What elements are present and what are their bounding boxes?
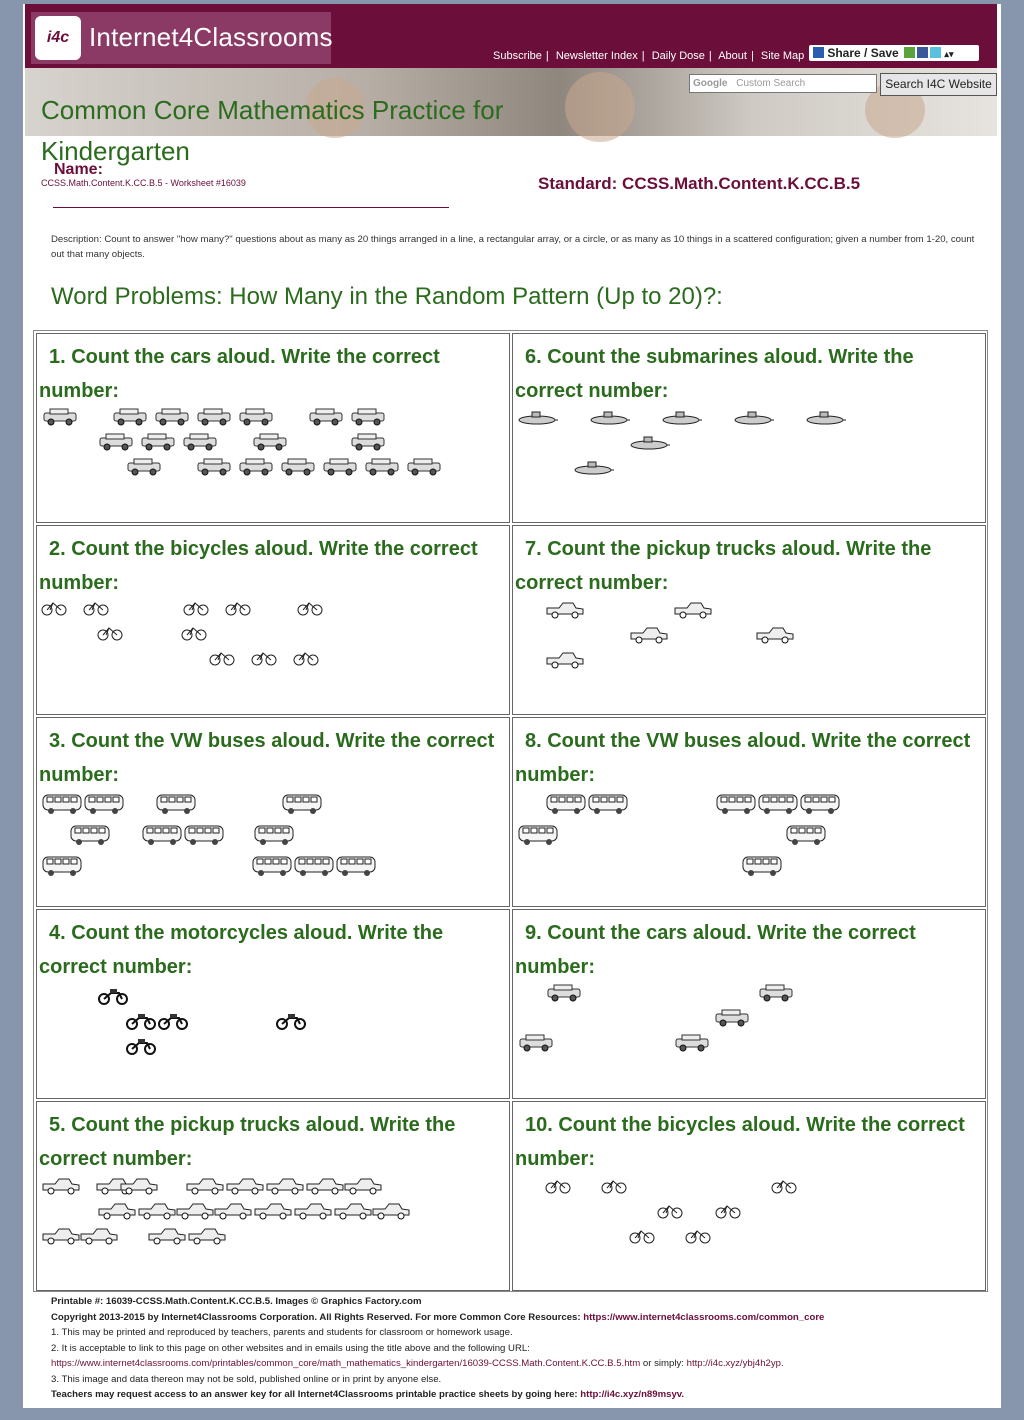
bus-icon: [69, 823, 111, 852]
car-icon: [251, 433, 289, 456]
car-icon: [545, 984, 583, 1007]
car-icon: [757, 984, 795, 1007]
bicycle-icon: [97, 625, 123, 646]
bus-icon: [253, 823, 295, 852]
problem-cell: [36, 909, 510, 1099]
bicycle-icon: [225, 600, 251, 621]
problem-cell: [512, 1101, 986, 1291]
pickup-icon: [293, 1201, 333, 1226]
submarine-icon: [661, 410, 703, 431]
top-nav: Subscribe | Newsletter Index | Daily Dose | About | Site Map: [493, 50, 805, 62]
pickup-icon: [187, 1226, 227, 1251]
footer-line-1: 1. This may be printed and reproduced by teachers, parents and students for classroom or homework usage.: [51, 1327, 513, 1338]
bus-icon: [183, 823, 225, 852]
bus-icon: [715, 792, 757, 821]
description: Description: Count to answer "how many?" questions about as many as 20 things arranged in a line, a rectangular array, or a circle, or as many as 10 things in a scattered configuration; given a number from 1-20, count out that many objects.: [51, 234, 975, 260]
problem-text: 8. Count the VW buses aloud. Write the correct number:: [515, 730, 971, 786]
pickup-icon: [333, 1201, 373, 1226]
answer-key-text: Teachers may request access to an answer key for all Internet4Classrooms printable practice sheets by going here:: [51, 1389, 578, 1400]
submarine-icon: [573, 460, 615, 481]
bus-icon: [517, 823, 559, 852]
problem-text: 4. Count the motorcycles aloud. Write the correct number:: [39, 922, 444, 978]
car-icon: [405, 458, 443, 481]
chevron-updown-icon: ▴▾: [944, 49, 954, 59]
answer-key-link[interactable]: http://i4c.xyz/n89msyv.: [580, 1389, 685, 1400]
pickup-icon: [629, 625, 669, 650]
bicycle-icon: [715, 1203, 741, 1224]
bus-icon: [141, 823, 183, 852]
bus-icon: [83, 792, 125, 821]
site-logo[interactable]: [31, 12, 331, 64]
pickup-icon: [79, 1226, 119, 1251]
problem-cell: [512, 525, 986, 715]
bus-icon: [251, 854, 293, 883]
problem-cell: [36, 333, 510, 523]
bus-icon: [757, 792, 799, 821]
bus-icon: [41, 792, 83, 821]
common-core-link[interactable]: https://www.internet4classrooms.com/common_core: [583, 1311, 825, 1323]
car-icon: [139, 433, 177, 456]
site-header: [25, 4, 997, 68]
motorcycle-icon: [125, 1036, 157, 1061]
search-placeholder: Custom Search: [736, 78, 806, 89]
bus-icon: [293, 854, 335, 883]
bicycle-icon: [545, 1178, 571, 1199]
submarine-icon: [517, 410, 559, 431]
or-simply: or simply:: [642, 1358, 684, 1369]
copyright: Copyright 2013-2015 by Internet4Classrooms Corporation. All Rights Reserved. For more Common Core Resources:: [51, 1311, 581, 1323]
bicycle-icon: [251, 650, 277, 671]
submarine-icon: [589, 410, 631, 431]
submarine-icon: [733, 410, 775, 431]
share-plus-icon: [813, 47, 824, 58]
bicycle-icon: [181, 625, 207, 646]
pickup-icon: [673, 600, 713, 625]
car-icon: [111, 408, 149, 431]
name-line: [53, 207, 449, 208]
nav-about[interactable]: About: [718, 50, 747, 62]
car-icon: [363, 458, 401, 481]
pickup-icon: [41, 1176, 81, 1201]
problem-cell: [512, 909, 986, 1099]
motorcycle-icon: [157, 1011, 189, 1036]
problem-cell: [36, 1101, 510, 1291]
problem-text: 2. Count the bicycles aloud. Write the correct number:: [39, 538, 478, 594]
problems-grid: [33, 330, 988, 1292]
page-title: Common Core Mathematics Practice for Kindergarten: [41, 95, 504, 166]
bicycle-icon: [293, 650, 319, 671]
car-icon: [349, 433, 387, 456]
bus-icon: [785, 823, 827, 852]
problem-text: 7. Count the pickup trucks aloud. Write the correct number:: [515, 538, 932, 594]
bus-icon: [41, 854, 83, 883]
car-icon: [195, 408, 233, 431]
car-icon: [195, 458, 233, 481]
bus-icon: [741, 854, 783, 883]
search-button[interactable]: Search I4C Website: [880, 73, 997, 96]
bicycle-icon: [771, 1178, 797, 1199]
footer-line-3: 3. This image and data thereon may not be sold, published online or in print by anyone else.: [51, 1373, 442, 1385]
bicycle-icon: [657, 1203, 683, 1224]
search-input[interactable]: [689, 74, 877, 93]
bus-icon: [335, 854, 377, 883]
bicycle-icon: [41, 600, 67, 621]
problem-cell: [36, 525, 510, 715]
bicycle-icon: [183, 600, 209, 621]
problem-cell: [512, 717, 986, 907]
section-heading: Word Problems: How Many in the Random Pattern (Up to 20)?:: [51, 283, 723, 310]
bicycle-icon: [83, 600, 109, 621]
standard-label: Standard: CCSS.Math.Content.K.CC.B.5: [538, 174, 861, 193]
bicycle-icon: [685, 1228, 711, 1249]
motorcycle-icon: [97, 986, 129, 1011]
problem-text: 5. Count the pickup trucks aloud. Write the correct number:: [39, 1114, 456, 1170]
pickup-icon: [137, 1201, 177, 1226]
pickup-icon: [265, 1176, 305, 1201]
problem-text: 6. Count the submarines aloud. Write the correct number:: [515, 346, 914, 402]
pickup-icon: [225, 1176, 265, 1201]
short-url-link[interactable]: http://i4c.xyz/ybj4h2yp.: [686, 1358, 784, 1369]
pickup-icon: [185, 1176, 225, 1201]
submarine-icon: [805, 410, 847, 431]
pickup-icon: [147, 1226, 187, 1251]
problem-cell: [36, 717, 510, 907]
logo-text: Internet4Classrooms: [89, 22, 333, 52]
worksheet-id: CCSS.Math.Content.K.CC.B.5 - Worksheet #16039: [41, 178, 246, 188]
share-button[interactable]: [809, 45, 979, 61]
logo-badge: i4c: [35, 16, 81, 60]
car-icon: [41, 408, 79, 431]
pickup-icon: [305, 1176, 345, 1201]
car-icon: [97, 433, 135, 456]
nav-newsletter-index[interactable]: Newsletter Index: [555, 50, 638, 62]
car-icon: [237, 408, 275, 431]
problem-text: 3. Count the VW buses aloud. Write the correct number:: [39, 730, 495, 786]
problem-text: 1. Count the cars aloud. Write the correct number:: [39, 346, 440, 402]
car-icon: [517, 1034, 555, 1057]
bus-icon: [281, 792, 323, 821]
nav-daily-dose[interactable]: Daily Dose: [651, 50, 705, 62]
car-icon: [349, 408, 387, 431]
motorcycle-icon: [125, 1011, 157, 1036]
bus-icon: [155, 792, 197, 821]
pickup-icon: [175, 1201, 215, 1226]
twitter-icon: [930, 47, 941, 58]
car-icon: [153, 408, 191, 431]
problem-text: 10. Count the bicycles aloud. Write the correct number:: [515, 1114, 965, 1170]
car-icon: [673, 1034, 711, 1057]
submarine-icon: [629, 435, 671, 456]
bicycle-icon: [629, 1228, 655, 1249]
pickup-icon: [41, 1226, 81, 1251]
pickup-icon: [545, 650, 585, 675]
bicycle-icon: [209, 650, 235, 671]
name-label: Name:: [54, 161, 103, 178]
bus-icon: [545, 792, 587, 821]
pickup-icon: [755, 625, 795, 650]
google-label: Google: [693, 78, 728, 89]
printable-info: Printable #: 16039-CCSS.Math.Content.K.CC.B.5. Images © Graphics Factory.com: [51, 1296, 422, 1307]
pickup-icon: [545, 600, 585, 625]
page: [23, 4, 1001, 1408]
pickup-icon: [343, 1176, 383, 1201]
page-url-link[interactable]: https://www.internet4classrooms.com/printables/common_core/math_mathematics_kindergarten/16039-CCSS.Math.Content.K.CC.B.5.htm: [51, 1358, 641, 1369]
bicycle-icon: [297, 600, 323, 621]
footer: [51, 1294, 986, 1403]
car-icon: [307, 408, 345, 431]
pickup-icon: [213, 1201, 253, 1226]
car-icon: [181, 433, 219, 456]
bicycle-icon: [601, 1178, 627, 1199]
car-icon: [713, 1009, 751, 1032]
pickup-icon: [253, 1201, 293, 1226]
pickup-icon: [119, 1176, 159, 1201]
footer-line-2: 2. It is acceptable to link to this page on other websites and in emails using the title above and the following URL:: [51, 1342, 530, 1354]
nav-subscribe[interactable]: Subscribe: [493, 50, 542, 62]
car-icon: [321, 458, 359, 481]
pickup-icon: [97, 1201, 137, 1226]
car-icon: [125, 458, 163, 481]
car-icon: [237, 458, 275, 481]
share-label: Share / Save: [827, 46, 899, 60]
bus-icon: [587, 792, 629, 821]
problem-cell: [512, 333, 986, 523]
pickup-icon: [371, 1201, 411, 1226]
nav-site-map[interactable]: Site Map: [760, 50, 805, 62]
motorcycle-icon: [275, 1011, 307, 1036]
share-green-icon: [904, 47, 915, 58]
bus-icon: [799, 792, 841, 821]
facebook-icon: [917, 47, 928, 58]
problem-text: 9. Count the cars aloud. Write the correct number:: [515, 922, 916, 978]
car-icon: [279, 458, 317, 481]
